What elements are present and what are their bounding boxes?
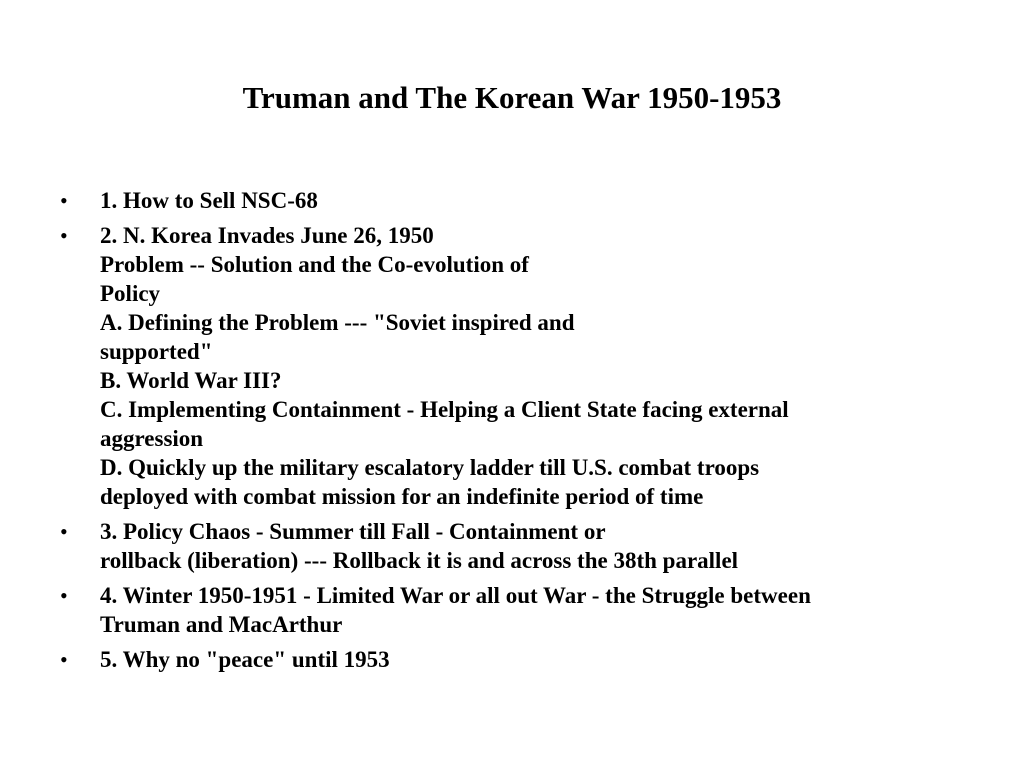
bullet-line: D. Quickly up the military escalatory ladder till U.S. combat troops: [100, 455, 760, 480]
bullet-item-3: [60, 517, 960, 575]
bullet-dot-icon: •: [60, 188, 68, 213]
bullet-line: aggression: [100, 426, 204, 451]
bullet-line: 4. Winter 1950-1951 - Limited War or all out War - the Struggle between: [100, 583, 811, 608]
bullet-item-4: [60, 581, 960, 639]
bullet-line: 3. Policy Chaos - Summer till Fall - Containment or: [100, 519, 606, 544]
bullet-dot-icon: •: [60, 647, 68, 672]
bullet-line: supported": [100, 339, 213, 364]
slide-title: Truman and The Korean War 1950-1953: [242, 80, 782, 115]
bullet-line: A. Defining the Problem --- "Soviet inspired and: [100, 310, 575, 335]
bullet-line: rollback (liberation) --- Rollback it is and across the 38th parallel: [100, 548, 739, 573]
bullet-item-5: [60, 645, 960, 674]
bullet-line: 5. Why no "peace" until 1953: [100, 647, 390, 672]
bullet-line: Policy: [100, 281, 161, 306]
bullet-line: 2. N. Korea Invades June 26, 1950: [100, 223, 434, 248]
bullet-item-1: [60, 186, 960, 215]
bullet-line: Problem -- Solution and the Co-evolution of: [100, 252, 529, 277]
bullet-line: Truman and MacArthur: [100, 612, 343, 637]
bullet-list: [60, 186, 960, 680]
bullet-item-2: [60, 221, 960, 511]
bullet-line: B. World War III?: [100, 368, 282, 393]
bullet-line: deployed with combat mission for an indefinite period of time: [100, 484, 704, 509]
bullet-line: 1. How to Sell NSC-68: [100, 188, 318, 213]
bullet-line: C. Implementing Containment - Helping a Client State facing external: [100, 397, 789, 422]
bullet-dot-icon: •: [60, 223, 68, 248]
bullet-dot-icon: •: [60, 583, 68, 608]
bullet-dot-icon: •: [60, 519, 68, 544]
